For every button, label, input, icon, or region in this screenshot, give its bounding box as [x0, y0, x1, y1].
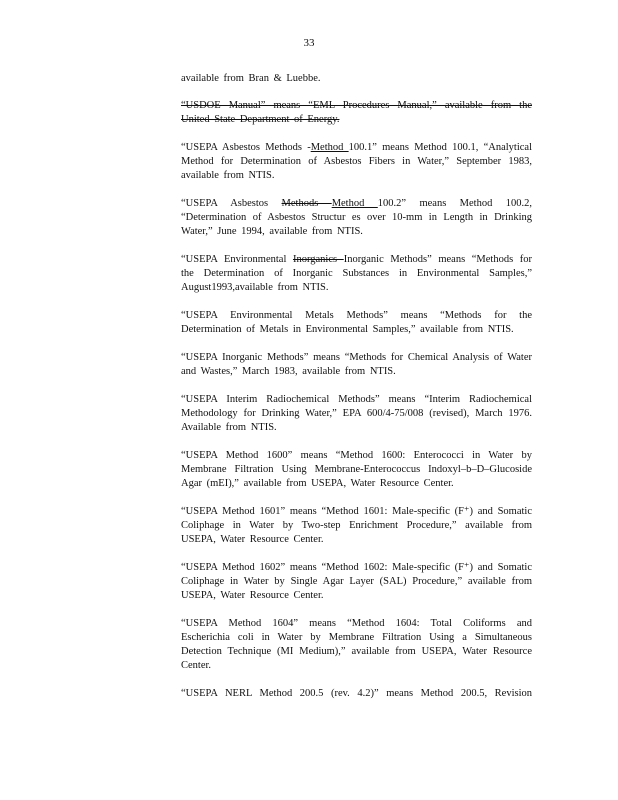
- definition-paragraph: [181, 99, 532, 127]
- definition-paragraph: [181, 309, 532, 337]
- definition-paragraph: [181, 561, 532, 603]
- definition-paragraph: [181, 449, 532, 491]
- inserted-text: Method: [310, 142, 349, 153]
- definition-paragraph: [181, 141, 532, 183]
- deleted-text: “USDOE Manual” means “EML Procedures Manual,” available from the United State Department of Energy.: [181, 100, 532, 125]
- text-segment: “USEPA Interim Radiochemical Methods” means “Interim Radiochemical Methodology for Drinking Water,” EPA 600/4-75/008 (revised), March 1976. Available from NTIS.: [181, 394, 532, 433]
- text-segment: 100.1” means Method 100.1, “Analytical Method for Determination of Asbestos Fibers in Water,” September 1983, available from NTIS.: [181, 142, 532, 181]
- page-number: 33: [303, 37, 315, 49]
- inserted-text: Method: [331, 198, 378, 209]
- definitions-body: [181, 72, 532, 715]
- text-segment: “USEPA Asbestos Methods -: [181, 142, 311, 153]
- text-segment: Inorganic Methods” means “Methods for the Determination of Inorganic Substances in Environmental Samples,” August1993,available from NTIS.: [181, 254, 532, 293]
- text-segment: “USEPA Inorganic Methods” means “Methods for Chemical Analysis of Water and Wastes,” March 1983, available from NTIS.: [181, 352, 532, 377]
- text-segment: “USEPA Environmental Metals Methods” means “Methods for the Determination of Metals in Environmental Samples,” available from NTIS.: [181, 310, 532, 335]
- definition-paragraph: [181, 72, 532, 86]
- definition-paragraph: [181, 617, 532, 673]
- text-segment: available from Bran & Luebbe.: [181, 73, 321, 84]
- text-segment: “USEPA Method 1601” means “Method 1601: Male-specific (F⁺) and Somatic Coliphage in Water by Two-step Enrichment Procedure,” available from USEPA, Water Resource Center.: [181, 506, 532, 545]
- text-segment: “USEPA Environmental: [181, 254, 293, 265]
- definition-paragraph: [181, 687, 532, 701]
- definition-paragraph: [181, 253, 532, 295]
- deleted-text: Inorganics: [292, 254, 344, 265]
- text-segment: “USEPA Method 1602” means “Method 1602: Male-specific (F⁺) and Somatic Coliphage in Water by Single Agar Layer (SAL) Procedure,” available from USEPA, Water Resource Center.: [181, 562, 532, 601]
- text-segment: 100.2” means Method 100.2, “Determination of Asbestos Structur es over 10-mm in Length in Drinking Water,” June 1994, available from NTIS.: [181, 198, 533, 237]
- definition-paragraph: [181, 351, 532, 379]
- definition-paragraph: [181, 393, 532, 435]
- definition-paragraph: [181, 505, 532, 547]
- text-segment: “USEPA NERL Method 200.5 (rev. 4.2)” means Method 200.5, Revision: [181, 688, 532, 699]
- text-segment: “USEPA Method 1604” means “Method 1604: Total Coliforms and Escherichia coli in Water by Membrane Filtration Using a Simultaneous Detection Technique (MI Medium),” available from USEPA, Water Resource Center.: [181, 618, 532, 671]
- text-segment: “USEPA Method 1600” means “Method 1600: Enterococci in Water by Membrane Filtration Using Membrane-Enterococcus Indoxyl–b–D–Glucoside Agar (mEI),” available from USEPA, Water Resource Center.: [181, 450, 532, 489]
- deleted-text: Methods: [281, 198, 332, 209]
- text-segment: “USEPA Asbestos: [181, 198, 282, 209]
- definition-paragraph: [181, 197, 532, 239]
